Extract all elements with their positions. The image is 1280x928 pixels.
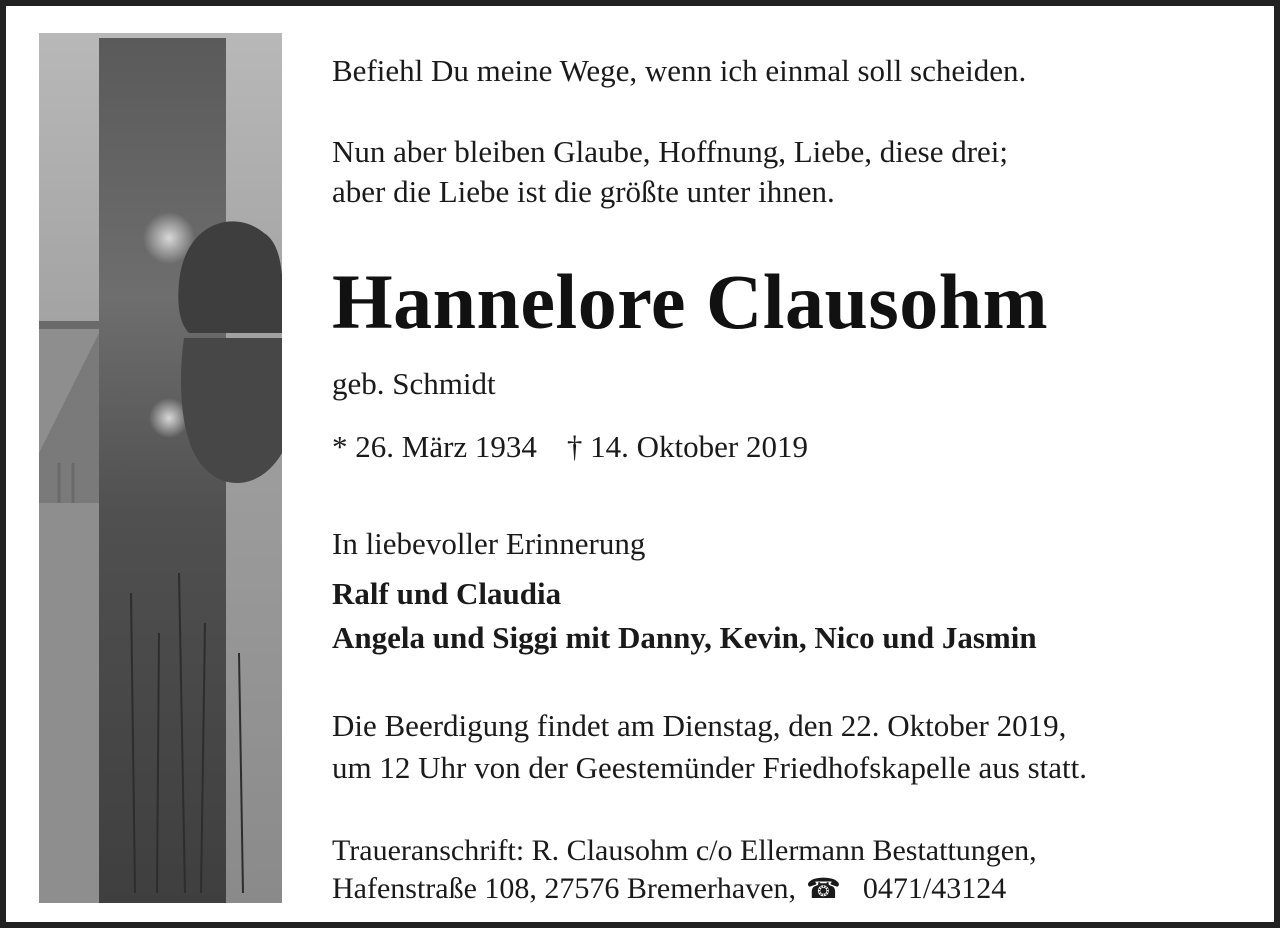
deceased-name: Hannelore Clausohm [332, 258, 1049, 345]
funeral-info-line-2: um 12 Uhr von der Geestemünder Friedhofskapelle aus statt. [332, 750, 1088, 785]
memorial-photo [39, 33, 282, 903]
verse-line-2: Nun aber bleiben Glaube, Hoffnung, Liebe, diese drei; [332, 134, 1009, 169]
life-dates [332, 427, 808, 467]
mourning-address-line-1: Traueranschrift: R. Clausohm c/o Ellermann Bestattungen, [332, 834, 1037, 867]
memory-line: In liebevoller Erinnerung [332, 526, 646, 561]
mourner-line: Ralf und Claudia [332, 576, 562, 611]
street-address: Hafenstraße 108, 27576 Bremerhaven, [332, 872, 797, 905]
verse-line-1: Befiehl Du meine Wege, wenn ich einmal soll scheiden. [332, 53, 1027, 88]
telephone-icon: ☎ [806, 874, 841, 905]
mourner-line: Angela und Siggi mit Danny, Kevin, Nico und Jasmin [332, 620, 1037, 655]
verse-line-3: aber die Liebe ist die größte unter ihnen. [332, 174, 835, 209]
birth-date: * 26. März 1934 [332, 429, 537, 464]
maiden-name: geb. Schmidt [332, 366, 496, 401]
mourning-address-line-2 [332, 869, 1006, 910]
funeral-info-line-1: Die Beerdigung findet am Dienstag, den 22. Oktober 2019, [332, 708, 1067, 743]
death-date: † 14. Oktober 2019 [566, 429, 808, 464]
phone-number: 0471/43124 [862, 872, 1007, 905]
lake-sunset-image [39, 33, 282, 903]
